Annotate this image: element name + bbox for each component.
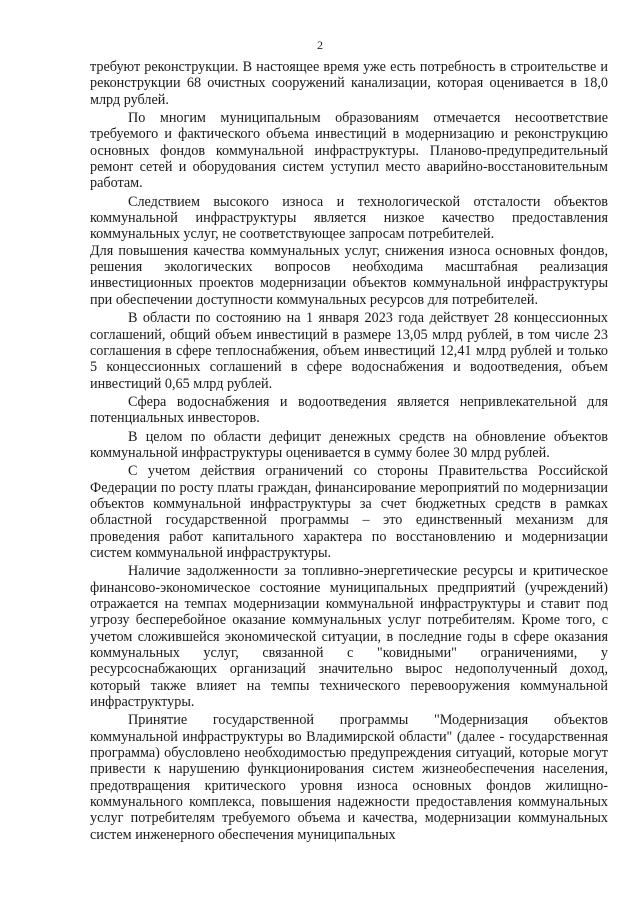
page-number: 2 <box>317 38 323 52</box>
paragraph-4: Для повышения качества коммунальных услуг, снижения износа основных фондов, решения экологических вопросов необходима масштабная реализация инвестиционных проектов модернизации объектов коммунальной инфраструктуры при обеспечении доступности коммунальных ресурсов для потребителей. <box>90 242 608 308</box>
paragraph-1: требуют реконструкции. В настоящее время уже есть потребность в строительстве и реконструкции 68 очистных сооружений канализации, которая оценивается в 18,0 млрд рублей. <box>90 59 608 108</box>
paragraph-3: Следствием высокого износа и технологической отсталости объектов коммунальной инфраструктуры является низкое качество предоставления коммунальных услуг, не соответствующее запросам потребителей. <box>90 193 608 243</box>
paragraph-7: В целом по области дефицит денежных средств на обновление объектов коммунальной инфраструктуры оценивается в сумму более 30 млрд рублей. <box>90 428 608 461</box>
paragraph-10: Принятие государственной программы "Модернизация объектов коммунальной инфраструктуры во Владимирской области" (далее - государственная программа) обусловлено необходимостью предупреждения ситуаций, которые могут привести к нарушению функционирования систем жизнеобеспечения населения, предотвращения критического уровня износа основных фондов жилищно-коммунального комплекса, повышения надежности предоставления коммунальных услуг потребителям требуемого объема и качества, модернизации коммунальных систем инженерного обеспечения муниципальных <box>90 712 608 843</box>
paragraph-2: По многим муниципальным образованиям отмечается несоответствие требуемого и фактического объема инвестиций в модернизацию и реконструкцию основных фондов коммунальной инфраструктуры. Планово-предупредительный ремонт сетей и оборудования систем уступил место аварийно-восстановительным работам. <box>90 110 608 192</box>
document-body <box>90 59 608 843</box>
paragraph-9: Наличие задолженности за топливно-энергетические ресурсы и критическое финансово-экономическое состояние муниципальных предприятий (учреждений) отражается на темпах модернизации коммунальной инфраструктуры и ставит под угрозу бесперебойное оказание коммунальных услуг потребителям. Кроме того, с учетом сложившейся экономической ситуации, в последние годы в сфере оказания коммунальных услуг, связанной с "ковидными" ограничениями, у ресурсоснабжающих организаций значительно вырос недополученный доход, который также влияет на темпы технического перевооружения коммунальной инфраструктуры. <box>90 563 608 711</box>
paragraph-6: Сфера водоснабжения и водоотведения является непривлекательной для потенциальных инвесторов. <box>90 393 608 427</box>
paragraph-8: С учетом действия ограничений со стороны Правительства Российской Федерации по росту платы граждан, финансирование мероприятий по модернизации объектов коммунальной инфраструктуры за счет бюджетных средств в рамках областной государственной программы – это единственный механизм для проведения работ капитального характера по восстановлению и модернизации систем коммунальной инфраструктуры. <box>90 463 608 561</box>
paragraph-5: В области по состоянию на 1 января 2023 года действует 28 концессионных соглашений, общий объем инвестиций в размере 13,05 млрд рублей, в том числе 23 соглашения в сфере теплоснабжения, объем инвестиций 12,41 млрд рублей и только 5 концессионных соглашений в сфере водоснабжения и водоотведения, объем инвестиций 0,65 млрд рублей. <box>90 310 608 392</box>
